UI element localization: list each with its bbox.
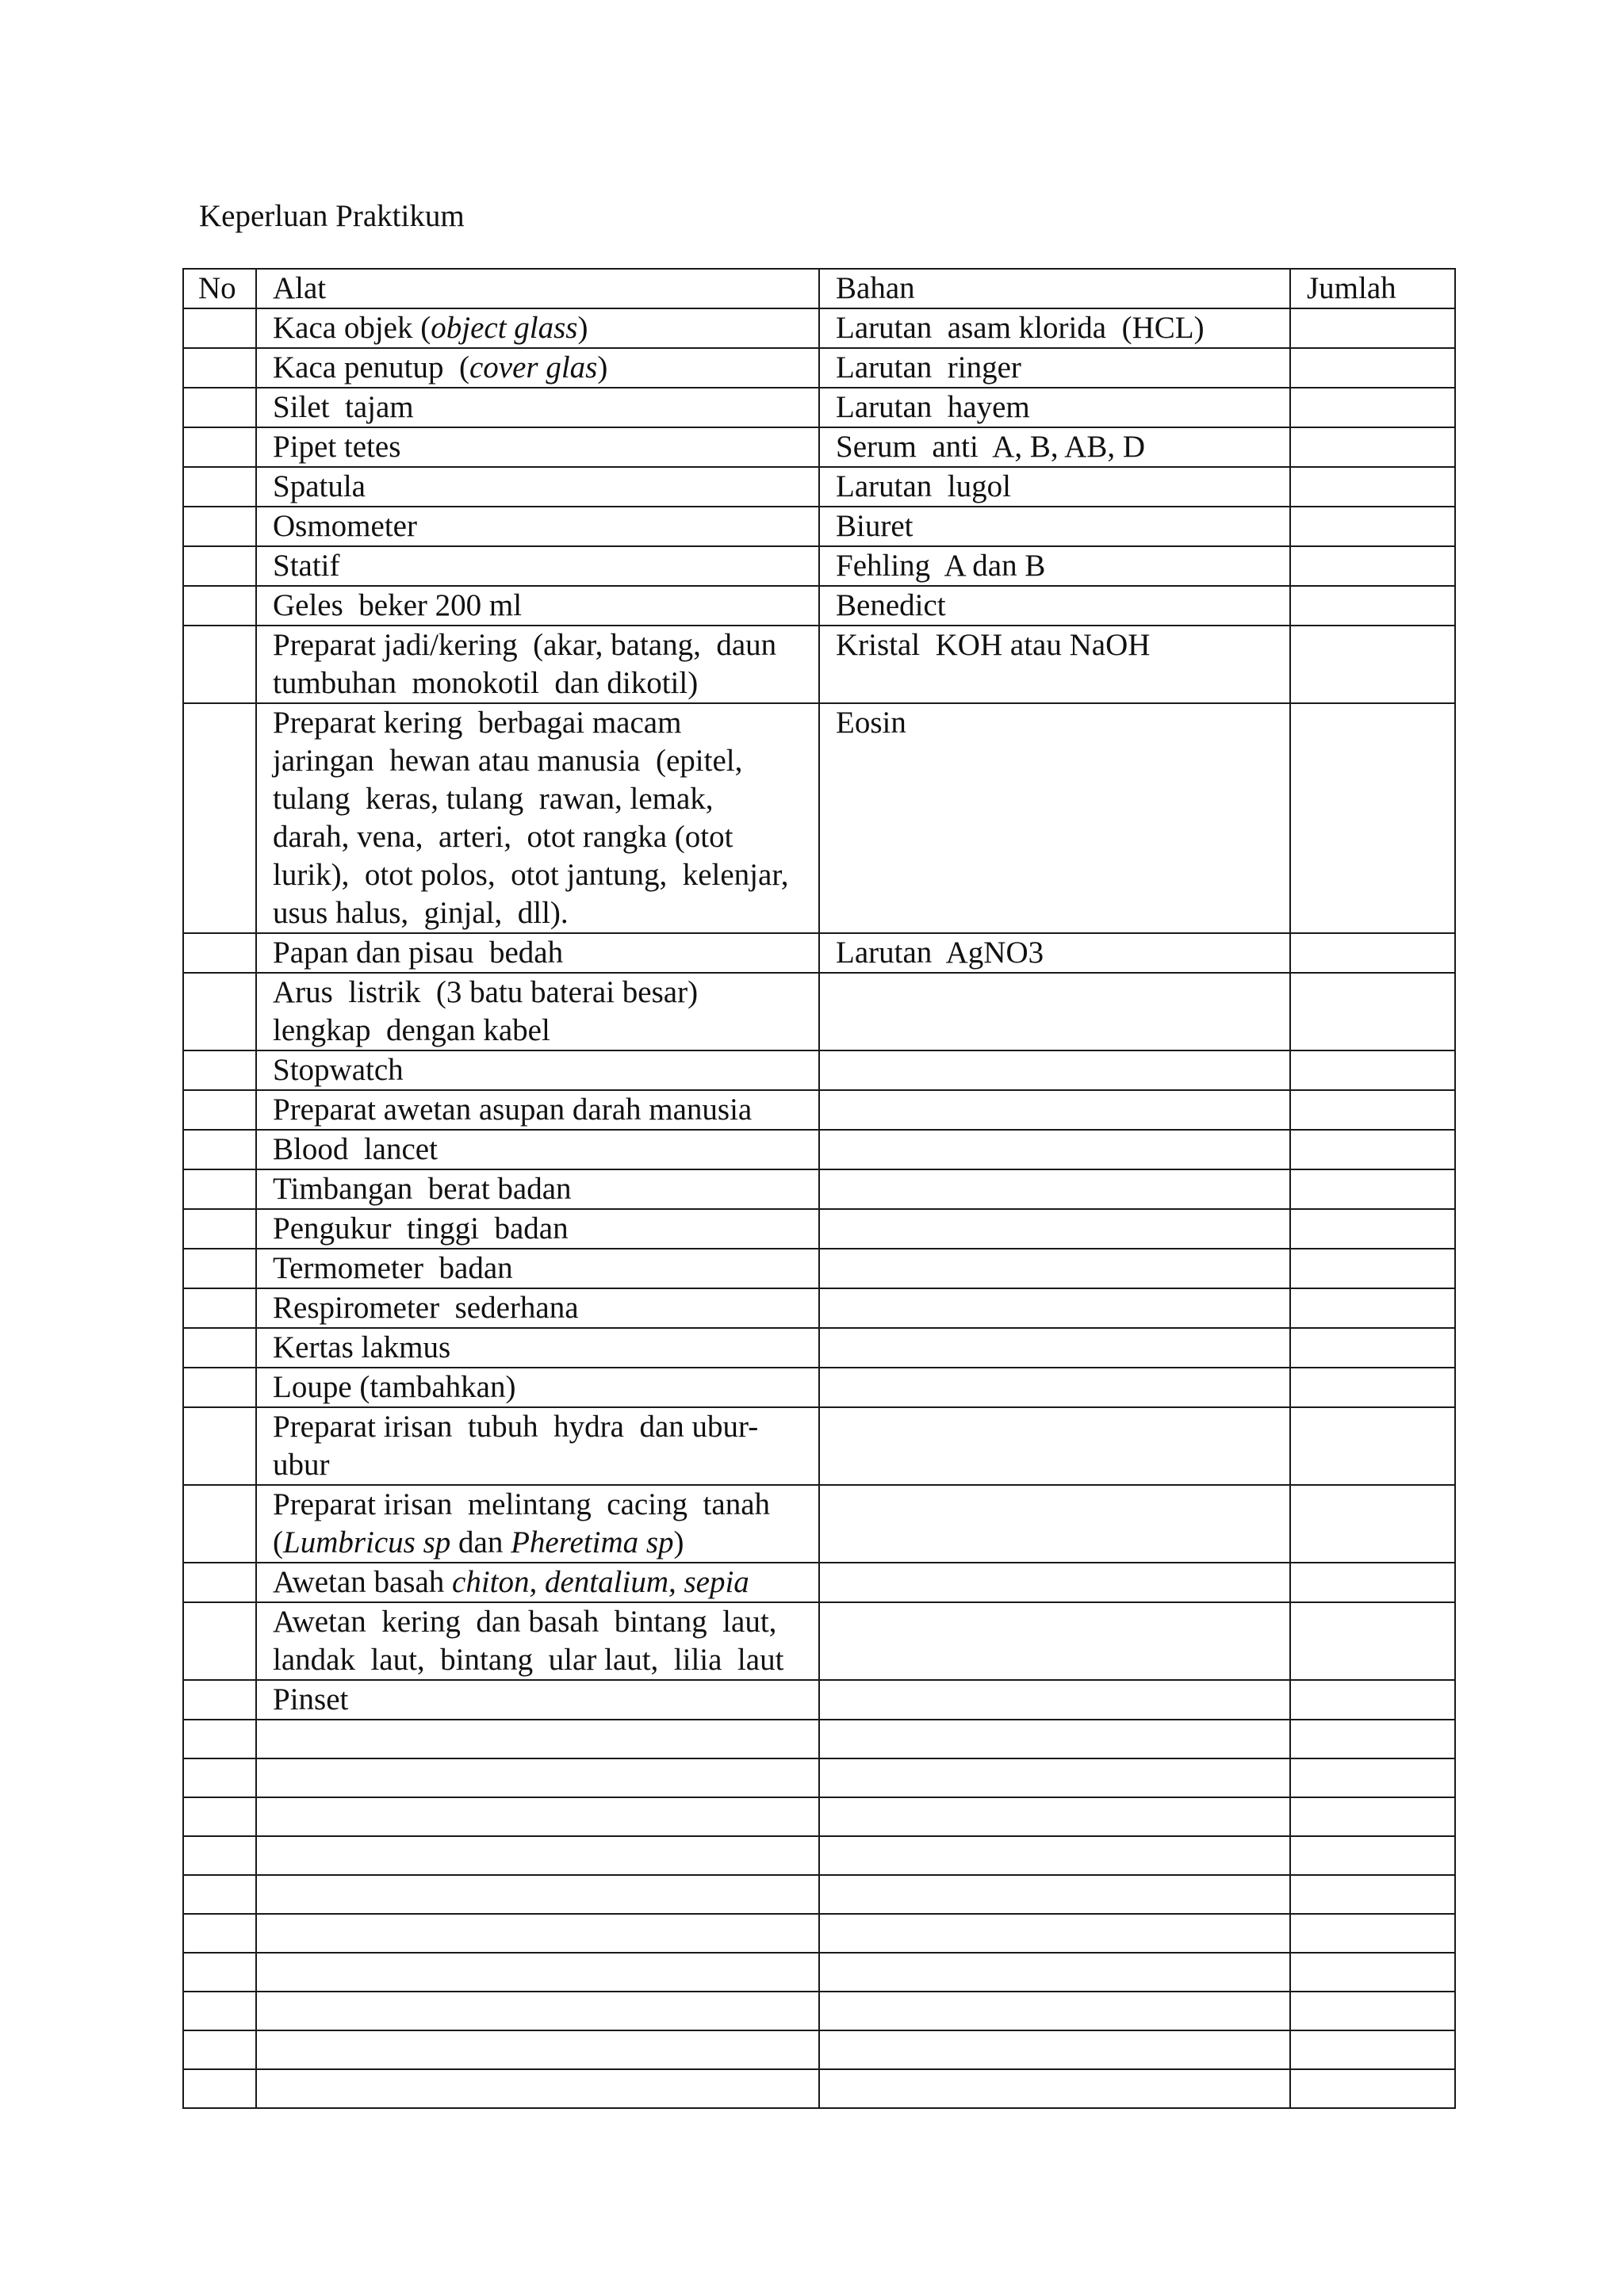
cell-alat: [256, 973, 819, 1050]
header-no: No: [183, 269, 256, 308]
alat-text: Geles beker 200 ml: [273, 588, 523, 622]
table-row: [183, 1050, 1455, 1090]
alat-text: Silet tajam: [273, 390, 414, 424]
cell-bahan: Larutan asam klorida (HCL): [819, 308, 1290, 348]
alat-text: Lumbricus sp: [283, 1525, 451, 1559]
alat-text: Preparat jadi/kering (akar, batang, daun tumbuhan monokotil dan dikotil): [273, 628, 777, 700]
cell-bahan: [819, 1758, 1290, 1797]
cell-alat: [256, 1758, 819, 1797]
cell-no: [183, 507, 256, 546]
table-row: [183, 1288, 1455, 1328]
table-row: [183, 2030, 1455, 2069]
cell-alat: [256, 388, 819, 427]
cell-no: [183, 1992, 256, 2030]
cell-jumlah: [1290, 467, 1455, 507]
alat-text: Awetan kering dan basah bintang laut, landak laut, bintang ular laut, lilia laut: [273, 1605, 784, 1677]
cell-no: [183, 1288, 256, 1328]
cell-alat: [256, 308, 819, 348]
cell-jumlah: [1290, 1875, 1455, 1914]
cell-bahan: [819, 1836, 1290, 1875]
cell-no: [183, 348, 256, 388]
cell-no: [183, 1328, 256, 1368]
table-row: [183, 1680, 1455, 1720]
cell-no: [183, 1368, 256, 1407]
cell-no: [183, 1758, 256, 1797]
table-row: [183, 1720, 1455, 1758]
cell-no: [183, 703, 256, 933]
table-row: [183, 1992, 1455, 2030]
alat-text: ): [597, 350, 608, 385]
cell-no: [183, 388, 256, 427]
alat-text: Preparat awetan asupan darah manusia: [273, 1093, 753, 1127]
cell-no: [183, 427, 256, 467]
table-row: [183, 308, 1455, 348]
cell-bahan: [819, 2069, 1290, 2108]
table-row: [183, 703, 1455, 933]
cell-bahan: Larutan AgNO3: [819, 933, 1290, 973]
cell-bahan: Larutan ringer: [819, 348, 1290, 388]
cell-no: [183, 1563, 256, 1602]
cell-jumlah: [1290, 626, 1455, 703]
cell-jumlah: [1290, 1720, 1455, 1758]
cell-no: [183, 626, 256, 703]
cell-alat: [256, 1914, 819, 1953]
cell-jumlah: [1290, 507, 1455, 546]
cell-bahan: [819, 1875, 1290, 1914]
cell-no: [183, 1953, 256, 1992]
table-row: [183, 1875, 1455, 1914]
alat-text: Arus listrik (3 batu baterai besar) lengkap dengan kabel: [273, 975, 699, 1047]
cell-no: [183, 546, 256, 586]
cell-bahan: Kristal KOH atau NaOH: [819, 626, 1290, 703]
table-row: [183, 546, 1455, 586]
cell-alat: [256, 1407, 819, 1485]
alat-text: Timbangan berat badan: [273, 1172, 572, 1206]
cell-no: [183, 2030, 256, 2069]
cell-alat: [256, 1602, 819, 1680]
table-row: [183, 1249, 1455, 1288]
cell-bahan: Benedict: [819, 586, 1290, 626]
cell-alat: [256, 427, 819, 467]
cell-alat: [256, 1875, 819, 1914]
cell-no: [183, 1090, 256, 1130]
alat-text: Kertas lakmus: [273, 1330, 451, 1364]
cell-bahan: [819, 1090, 1290, 1130]
cell-bahan: [819, 1720, 1290, 1758]
cell-jumlah: [1290, 1992, 1455, 2030]
cell-alat: [256, 2030, 819, 2069]
cell-jumlah: [1290, 1485, 1455, 1563]
cell-no: [183, 1407, 256, 1485]
table-row: [183, 1328, 1455, 1368]
cell-alat: [256, 546, 819, 586]
cell-alat: [256, 2069, 819, 2108]
cell-alat: [256, 1169, 819, 1209]
cell-no: [183, 586, 256, 626]
cell-bahan: [819, 1797, 1290, 1836]
cell-bahan: Fehling A dan B: [819, 546, 1290, 586]
table-row: [183, 507, 1455, 546]
alat-text: Pengukur tinggi badan: [273, 1211, 569, 1246]
cell-jumlah: [1290, 1169, 1455, 1209]
alat-text: Pheretima sp: [511, 1525, 674, 1559]
alat-text: Loupe (tambahkan): [273, 1370, 516, 1404]
cell-bahan: [819, 1953, 1290, 1992]
alat-text: Termometer badan: [273, 1251, 513, 1285]
alat-text: Stopwatch: [273, 1053, 404, 1087]
cell-alat: [256, 1090, 819, 1130]
cell-no: [183, 1875, 256, 1914]
cell-no: [183, 2069, 256, 2108]
cell-alat: [256, 1209, 819, 1249]
table-row: [183, 1209, 1455, 1249]
cell-alat: [256, 1328, 819, 1368]
cell-no: [183, 1797, 256, 1836]
cell-no: [183, 308, 256, 348]
cell-jumlah: [1290, 1836, 1455, 1875]
cell-jumlah: [1290, 1249, 1455, 1288]
cell-bahan: [819, 1914, 1290, 1953]
table-row: [183, 933, 1455, 973]
cell-jumlah: [1290, 1680, 1455, 1720]
cell-bahan: [819, 1209, 1290, 1249]
cell-alat: [256, 507, 819, 546]
cell-no: [183, 1050, 256, 1090]
cell-bahan: Serum anti A, B, AB, D: [819, 427, 1290, 467]
alat-text: Respirometer sederhana: [273, 1291, 579, 1325]
cell-alat: [256, 348, 819, 388]
cell-alat: [256, 1288, 819, 1328]
alat-text: chiton, dentalium, sepia: [452, 1565, 749, 1599]
cell-jumlah: [1290, 2030, 1455, 2069]
cell-alat: [256, 1836, 819, 1875]
cell-jumlah: [1290, 1130, 1455, 1169]
cell-jumlah: [1290, 973, 1455, 1050]
cell-no: [183, 1680, 256, 1720]
cell-no: [183, 1914, 256, 1953]
cell-jumlah: [1290, 546, 1455, 586]
cell-jumlah: [1290, 1090, 1455, 1130]
cell-bahan: [819, 1992, 1290, 2030]
cell-no: [183, 933, 256, 973]
table-header-row: [183, 269, 1455, 308]
cell-alat: [256, 1130, 819, 1169]
alat-text: Kaca objek (: [273, 311, 431, 345]
cell-jumlah: [1290, 1209, 1455, 1249]
cell-bahan: [819, 1130, 1290, 1169]
table-row: [183, 626, 1455, 703]
cell-bahan: Eosin: [819, 703, 1290, 933]
alat-text: Preparat irisan melintang cacing tanah (: [273, 1487, 771, 1559]
table-row: [183, 348, 1455, 388]
requirements-table: [182, 268, 1456, 2109]
cell-jumlah: [1290, 933, 1455, 973]
cell-alat: [256, 1680, 819, 1720]
table-row: [183, 1836, 1455, 1875]
cell-jumlah: [1290, 1953, 1455, 1992]
cell-bahan: [819, 1407, 1290, 1485]
cell-jumlah: [1290, 1797, 1455, 1836]
table-row: [183, 1368, 1455, 1407]
cell-jumlah: [1290, 1288, 1455, 1328]
cell-alat: [256, 626, 819, 703]
cell-bahan: [819, 1328, 1290, 1368]
cell-no: [183, 467, 256, 507]
cell-alat: [256, 467, 819, 507]
alat-text: Pipet tetes: [273, 430, 401, 464]
cell-alat: [256, 703, 819, 933]
table-row: [183, 1953, 1455, 1992]
table-row: [183, 1758, 1455, 1797]
table-row: [183, 2069, 1455, 2108]
table-row: [183, 1090, 1455, 1130]
cell-alat: [256, 1485, 819, 1563]
cell-jumlah: [1290, 348, 1455, 388]
table-row: [183, 586, 1455, 626]
table-row: [183, 1485, 1455, 1563]
cell-no: [183, 1602, 256, 1680]
cell-bahan: Biuret: [819, 507, 1290, 546]
cell-bahan: [819, 2030, 1290, 2069]
cell-no: [183, 973, 256, 1050]
cell-bahan: [819, 1563, 1290, 1602]
cell-bahan: [819, 1485, 1290, 1563]
table-row: [183, 467, 1455, 507]
cell-jumlah: [1290, 1368, 1455, 1407]
cell-bahan: [819, 1602, 1290, 1680]
cell-alat: [256, 1368, 819, 1407]
alat-text: Papan dan pisau bedah: [273, 936, 564, 970]
cell-bahan: [819, 1050, 1290, 1090]
cell-no: [183, 1485, 256, 1563]
cell-jumlah: [1290, 1328, 1455, 1368]
cell-jumlah: [1290, 586, 1455, 626]
table-row: [183, 427, 1455, 467]
alat-text: cover glas: [469, 350, 598, 385]
cell-no: [183, 1209, 256, 1249]
cell-alat: [256, 1050, 819, 1090]
alat-text: Preparat kering berbagai macam jaringan hewan atau manusia (epitel, tulang keras, tulang rawan, lemak, darah, vena, arteri, otot rangka (otot lurik), otot polos, otot jantung, kelenjar, usus halus, ginjal, dll).: [273, 706, 789, 930]
cell-alat: [256, 1720, 819, 1758]
table-row: [183, 1797, 1455, 1836]
alat-text: ): [673, 1525, 684, 1559]
cell-bahan: Larutan lugol: [819, 467, 1290, 507]
cell-jumlah: [1290, 308, 1455, 348]
table-row: [183, 388, 1455, 427]
table-row: [183, 1407, 1455, 1485]
cell-no: [183, 1130, 256, 1169]
cell-bahan: [819, 1249, 1290, 1288]
alat-text: Statif: [273, 549, 340, 583]
cell-bahan: Larutan hayem: [819, 388, 1290, 427]
cell-jumlah: [1290, 1758, 1455, 1797]
cell-jumlah: [1290, 1602, 1455, 1680]
cell-jumlah: [1290, 2069, 1455, 2108]
cell-no: [183, 1836, 256, 1875]
header-jumlah: Jumlah: [1290, 269, 1455, 308]
table-row: [183, 1914, 1455, 1953]
cell-bahan: [819, 1368, 1290, 1407]
cell-bahan: [819, 1288, 1290, 1328]
cell-jumlah: [1290, 388, 1455, 427]
cell-no: [183, 1169, 256, 1209]
alat-text: object glass: [431, 311, 578, 345]
alat-text: Spatula: [273, 469, 366, 503]
header-bahan: Bahan: [819, 269, 1290, 308]
alat-text: Kaca penutup (: [273, 350, 469, 385]
page-title: Keperluan Praktikum: [199, 199, 465, 233]
cell-jumlah: [1290, 1407, 1455, 1485]
cell-alat: [256, 586, 819, 626]
table-row: [183, 1130, 1455, 1169]
cell-jumlah: [1290, 1563, 1455, 1602]
cell-alat: [256, 1953, 819, 1992]
table-row: [183, 1563, 1455, 1602]
table-row: [183, 1169, 1455, 1209]
cell-alat: [256, 1249, 819, 1288]
cell-no: [183, 1720, 256, 1758]
alat-text: Preparat irisan tubuh hydra dan ubur- ubur: [273, 1410, 759, 1482]
table-row: [183, 973, 1455, 1050]
cell-jumlah: [1290, 427, 1455, 467]
cell-bahan: [819, 1680, 1290, 1720]
cell-jumlah: [1290, 1050, 1455, 1090]
cell-alat: [256, 1992, 819, 2030]
cell-no: [183, 1249, 256, 1288]
cell-jumlah: [1290, 1914, 1455, 1953]
cell-jumlah: [1290, 703, 1455, 933]
alat-text: Blood lancet: [273, 1132, 438, 1166]
cell-alat: [256, 1797, 819, 1836]
table-row: [183, 1602, 1455, 1680]
alat-text: Osmometer: [273, 509, 417, 543]
cell-alat: [256, 1563, 819, 1602]
header-alat: Alat: [256, 269, 819, 308]
cell-bahan: [819, 973, 1290, 1050]
alat-text: ): [577, 311, 588, 345]
cell-bahan: [819, 1169, 1290, 1209]
alat-text: dan: [450, 1525, 511, 1559]
alat-text: Awetan basah: [273, 1565, 453, 1599]
cell-alat: [256, 933, 819, 973]
alat-text: Pinset: [273, 1682, 349, 1716]
